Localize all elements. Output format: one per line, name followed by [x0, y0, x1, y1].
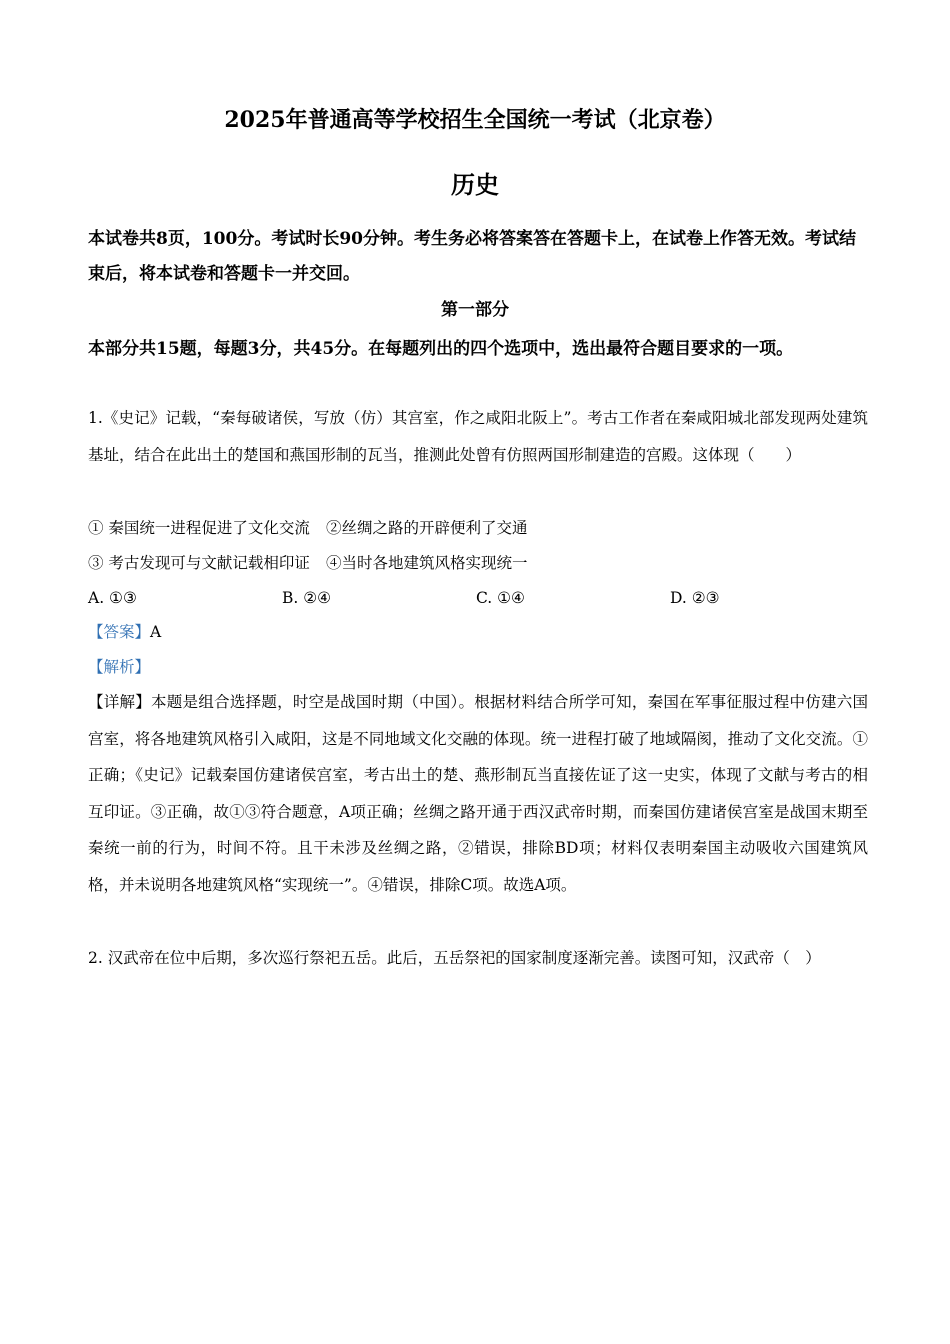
exam-instructions: 本试卷共8页，100分。考试时长90分钟。考生务必将答案答在答题卡上，在试卷上作答无效。考试结束后，将本试卷和答题卡一并交回。 — [88, 229, 856, 284]
option-b: B. ②④ — [282, 589, 332, 607]
option-a: A. ①③ — [88, 589, 137, 607]
part-title: 第一部分 — [441, 300, 509, 320]
answer-value: A — [150, 623, 162, 641]
analysis-line — [88, 650, 150, 684]
statement: ②丝绸之路的开辟便利了交通 — [325, 519, 528, 537]
statement: ① 秦国统一进程促进了文化交流 — [88, 519, 310, 537]
question-1-options — [88, 580, 868, 616]
statement: ④当时各地建筑风格实现统一 — [325, 554, 528, 572]
question-2-stem: 2. 汉武帝在位中后期，多次巡行祭祀五岳。此后，五岳祭祀的国家制度逐渐完善。读图可知，汉武帝（ ） — [88, 949, 821, 967]
answer-line — [88, 615, 161, 649]
question-1-stem: 1.《史记》记载，“秦每破诸侯，写放（仿）其宫室，作之咸阳北阪上”。考古工作者在秦咸阳城北部发现两处建筑基址，结合在此出土的楚国和燕国形制的瓦当，推测此处曾有仿照两国形制建造的宫殿。这体现（ ） — [88, 409, 868, 464]
part-intro: 本部分共15题，每题3分，共45分。在每题列出的四个选项中，选出最符合题目要求的一项。 — [88, 339, 794, 359]
statement: ③ 考古发现可与文献记载相印证 — [88, 554, 310, 572]
analysis-tag: 【解析】 — [88, 658, 151, 676]
question-1-statements-row-1 — [88, 510, 868, 546]
exam-title: 2025年普通高等学校招生全国统一考试（北京卷） — [224, 107, 726, 133]
answer-tag: 【答案】 — [88, 623, 151, 641]
option-c: C. ①④ — [476, 589, 525, 607]
option-d: D. ②③ — [670, 589, 720, 607]
question-1-statements-row-2 — [88, 545, 868, 581]
subject-heading: 历史 — [451, 170, 499, 199]
question-1-explanation: 【详解】本题是组合选择题，时空是战国时期（中国）。根据材料结合所学可知，秦国在军事征服过程中仿建六国宫室，将各地建筑风格引入咸阳，这是不同地域文化交融的体现。统一进程打破了地域隔阂，推动了文化交流。①正确；《史记》记载秦国仿建诸侯宫室，考古出土的楚、燕形制瓦当直接佐证了这一史实，体现了文献与考古的相互印证。③正确，故①③符合题意，A项正确；丝绸之路开通于西汉武帝时期，而秦国仿建诸侯宫室是战国末期至秦统一前的行为，时间不符。且干未涉及丝绸之路，②错误，排除BD项；材料仅表明秦国主动吸收六国建筑风格，并未说明各地建筑风格“实现统一”。④错误，排除C项。故选A项。 — [88, 693, 868, 894]
